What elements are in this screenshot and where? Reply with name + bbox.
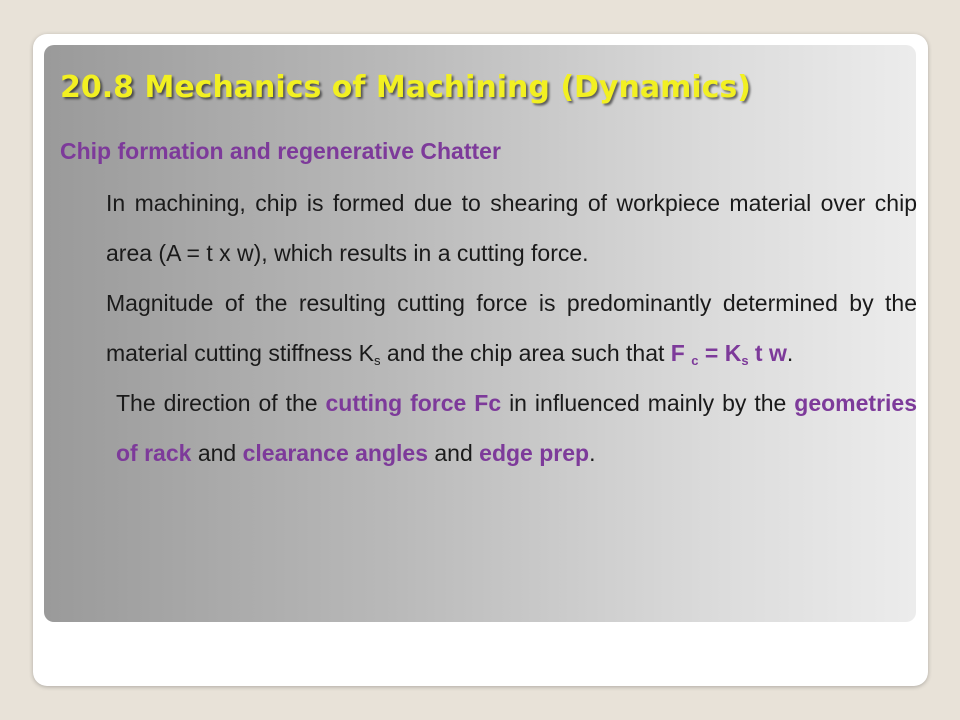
- highlight-rack-geometry: geometries of rack: [116, 390, 917, 466]
- p2-period: .: [786, 340, 794, 366]
- paragraph-cutting-force-magnitude: [106, 278, 917, 378]
- highlight-edge-prep: edge prep: [479, 440, 590, 466]
- p3-text-d: and: [428, 440, 480, 466]
- p3-text-b: in influenced mainly by the: [501, 390, 795, 416]
- subscript-c: c: [691, 353, 699, 368]
- slide-subtitle: Chip formation and regenerative Chatter: [60, 138, 501, 164]
- p3-text-c: and: [191, 440, 243, 466]
- slide-title: 20.8 Mechanics of Machining (Dynamics): [60, 70, 751, 105]
- subscript-s2: s: [741, 353, 749, 368]
- formula-f: F: [670, 340, 692, 366]
- p2-text-a: Magnitude of the resulting cutting force is predominantly determined by the material cutting stiffness K: [106, 290, 917, 366]
- highlight-clearance-angles: clearance angles: [242, 440, 428, 466]
- p2-text-b: and the chip area such that: [380, 340, 671, 366]
- p3-period: .: [589, 440, 596, 466]
- formula: [671, 340, 787, 366]
- formula-eq: = K: [698, 340, 742, 366]
- paragraph-force-direction: [106, 378, 917, 478]
- subscript-s: s: [374, 353, 381, 368]
- formula-tail: t w: [748, 340, 787, 366]
- slide-body: [106, 178, 917, 478]
- p3-text-a: The direction of the: [116, 390, 326, 416]
- highlight-cutting-force: cutting force Fc: [325, 390, 502, 416]
- paragraph-chip-formation: In machining, chip is formed due to shearing of workpiece material over chip area (A = t x w), which results in a cutting force.: [106, 190, 917, 266]
